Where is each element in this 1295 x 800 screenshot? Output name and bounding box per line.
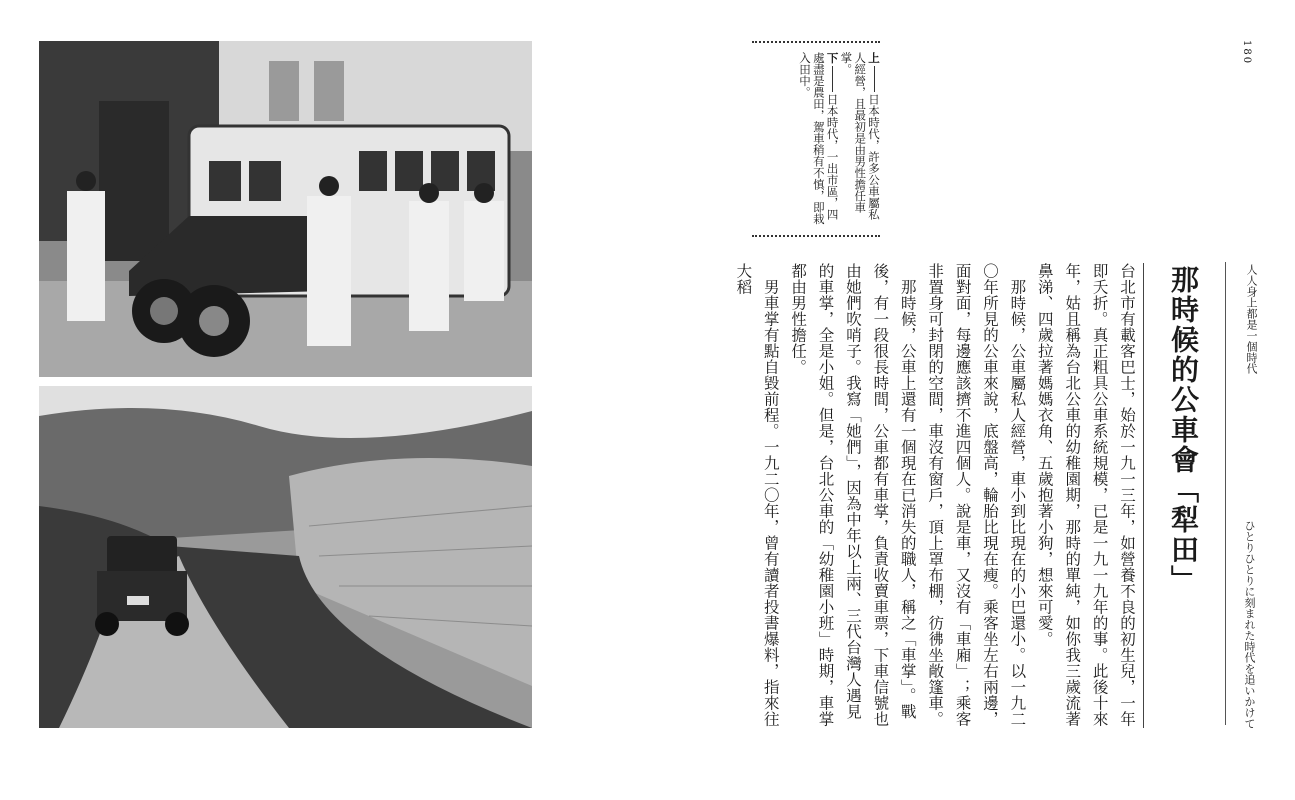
body-paragraph: 那時候，公車上還有一個現在已消失的職人，稱之「車掌」。戰後，有一段很長時間，公車都有車掌，負責收賣車票，下車信號也由她們吹哨子。我寫「她們」，因為中年以上兩、三代台灣人遇見的車掌，全是小姐。但是，台北公車的「幼稚園小班」時期，車掌都由男性擔任。 xyxy=(789,263,917,727)
body-paragraph: 男車掌有點自毀前程。一九二〇年，曾有讀者投書爆料，指來往大稻 xyxy=(734,263,780,727)
series-title: 人人身上都是一個時代 xyxy=(1245,264,1258,374)
body-paragraph: 台北市有載客巴士，始於一九一三年，如營養不良的初生兒，一年即夭折。真正粗具公車系統規模，已是一九一九年的事。此後十來年，姑且稱為台北公車的幼稚園期，那時的單純，如你我三歲流著鼻涕、四歲拉著媽媽衣角、五歲抱著小狗，想來可愛。 xyxy=(1035,263,1136,727)
page-number: 180 xyxy=(1241,40,1252,66)
photo-caption-box xyxy=(752,52,880,228)
photo-car-rural-road xyxy=(39,386,532,728)
caption-bottom-text: 日本時代，一出市區，四處盡是農田，駕車稍有不慎，即栽入田中。 xyxy=(798,52,840,225)
vintage-bus-image xyxy=(39,41,532,377)
caption-top-rule xyxy=(874,66,875,92)
caption-bottom-rule xyxy=(832,66,833,92)
article-headline: 那時候的公車會「犁田」 xyxy=(1167,265,1200,595)
photo-vintage-bus xyxy=(39,41,532,377)
body-paragraph: 那時候，公車屬私人經營，車小到比現在的小巴還小。以一九二〇年所見的公車來說，底盤高，輪胎比現在瘦。乘客坐左右兩邊，面對面，每邊應該擠不進四個人。說是車，又沒有「車廂」；乘客非置身可封閉的空間，車沒有窗戶，頂上罩布棚，彷彿坐敞篷車。 xyxy=(926,263,1027,727)
caption-dotted-border-top xyxy=(752,41,880,43)
car-on-road-image xyxy=(39,386,532,728)
header-divider xyxy=(1225,262,1226,725)
caption-dotted-border-bottom xyxy=(752,235,880,237)
caption-top-tag: 上 xyxy=(867,52,881,64)
headline-divider xyxy=(1143,263,1144,728)
caption-top-text: 日本時代，許多公車屬私人經營，且最初是由男性擔任車掌。 xyxy=(839,52,881,220)
article-body xyxy=(734,263,1140,733)
japanese-subtitle: ひとりひとりに刻まれた時代を追いかけて xyxy=(1243,520,1256,729)
caption-bottom-tag: 下 xyxy=(825,52,840,64)
